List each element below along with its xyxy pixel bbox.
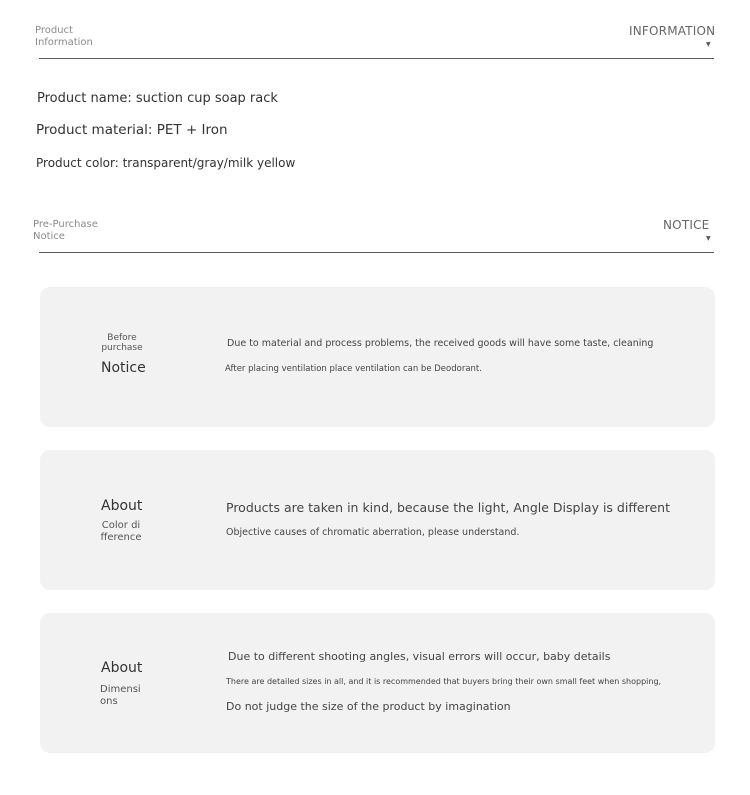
section-info-label-line2: Information [35,37,93,48]
card-text-line1: Due to different shooting angles, visual errors will occur, baby details [228,650,611,663]
color-difference-card [40,450,715,590]
card-text-line2: Objective causes of chromatic aberration, please understand. [226,527,520,538]
section-notice-label-line1: Pre-Purchase [33,219,98,230]
card-label-small-line2: purchase [101,343,143,353]
card-label-big: About [101,660,143,676]
chevron-down-icon: ▼ [706,235,711,242]
product-name: Product name: suction cup soap rack [37,91,278,106]
product-material: Product material: PET + Iron [36,122,228,138]
card-label-big: About [101,498,143,514]
product-color: Product color: transparent/gray/milk yellow [36,156,296,170]
chevron-down-icon: ▼ [706,41,711,48]
section-notice-label [33,219,98,243]
notice-card [40,287,715,427]
card-label-small [100,684,141,708]
card-label-small [96,520,146,544]
card-label-small-line2: ons [100,696,118,707]
section-notice-label-line2: Notice [33,231,65,242]
card-label-small-line1: Color di [101,520,141,531]
card-text-line1: Products are taken in kind, because the light, Angle Display is different [226,500,670,515]
card-text-line1: Due to material and process problems, the received goods will have some taste, cleaning [227,338,654,349]
card-label-small-line1: Dimensi [100,684,141,695]
card-label-small-line2: fference [100,532,142,543]
section-info-label [35,25,93,49]
section-notice-title: NOTICE [663,218,710,232]
card-text-line2: After placing ventilation place ventilation can be Deodorant. [225,364,482,374]
card-label-small-line1: Before [107,333,137,343]
card-label-big: Notice [101,360,146,376]
section-info-title: INFORMATION [629,24,716,38]
card-text-line3: Do not judge the size of the product by imagination [226,700,511,713]
dimensions-card [40,613,715,753]
section-divider [39,58,714,59]
card-label-small [97,333,147,353]
section-info-label-line1: Product [35,25,73,36]
section-divider [39,252,714,253]
card-text-line2: There are detailed sizes in all, and it is recommended that buyers bring their own small feet when shopping, [226,677,662,686]
